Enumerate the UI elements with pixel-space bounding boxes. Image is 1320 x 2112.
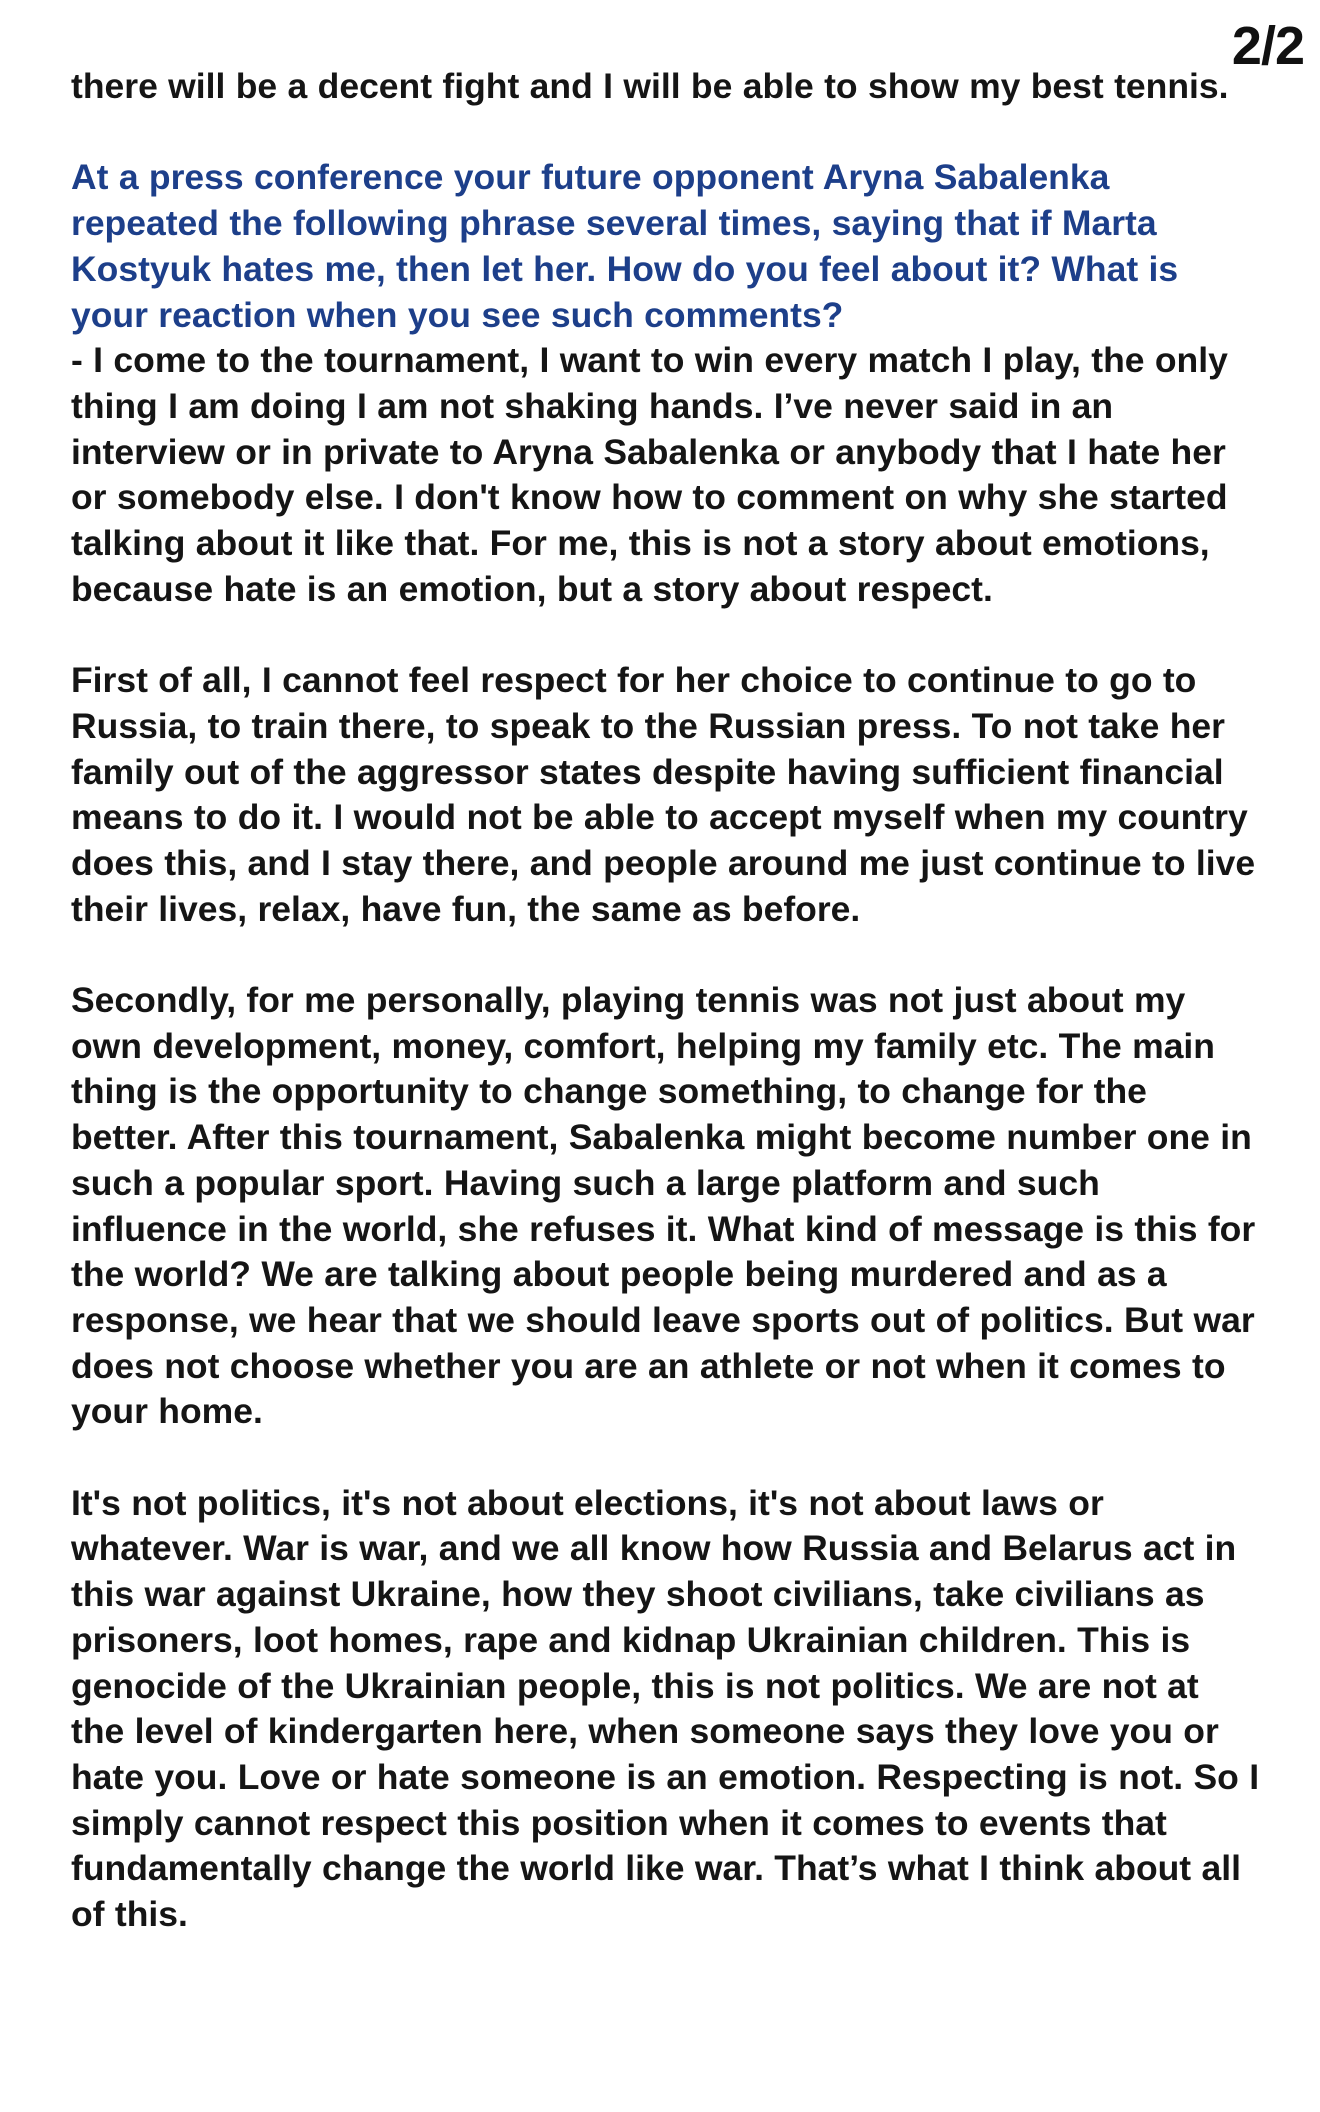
intro-tail-paragraph: there will be a decent fight and I will be able to show my best tennis.: [71, 66, 1229, 106]
answer-paragraph-1: - I come to the tournament, I want to win every match I play, the only thing I am doing I am not shaking hands. I’ve never said in an interview or in private to Aryna Sabalenka or anybody that I hate her or somebody else. I don't know how to comment on why she started talking about it like that. For me, this is not a story about emotions, because hate is an emotion, but a story about respect.: [71, 340, 1228, 609]
page-number: 2/2: [1231, 16, 1304, 76]
answer-paragraph-3: Secondly, for me personally, playing tennis was not just about my own development, money, comfort, helping my family etc. The main thing is the opportunity to change something, to change for the better. After this tournament, Sabalenka might become number one in such a popular sport. Having such a large platform and such influence in the world, she refuses it. What kind of message is this for the world? We are talking about people being murdered and as a response, we hear that we should leave sports out of politics. But war does not choose whether you are an athlete or not when it comes to your home.: [71, 980, 1256, 1432]
answer-paragraph-4: It's not politics, it's not about elections, it's not about laws or whatever. War is war, and we all know how Russia and Belarus act in this war against Ukraine, how they shoot civilians, take civilians as prisoners, loot homes, rape and kidnap Ukrainian children. This is genocide of the Ukrainian people, this is not politics. We are not at the level of kindergarten here, when someone says they love you or hate you. Love or hate someone is an emotion. Respecting is not. So I simply cannot respect this position when it comes to events that fundamentally change the world like war. That’s what I think about all of this.: [71, 1482, 1260, 1935]
interview-question: At a press conference your future opponent Aryna Sabalenka repeated the following phrase several times, saying that if Marta Kostyuk hates me, then let her. How do you feel about it? What is your reaction when you see such comments?: [71, 157, 1179, 335]
answer-paragraph-2: First of all, I cannot feel respect for her choice to continue to go to Russia, to train there, to speak to the Russian press. To not take her family out of the aggressor states despite having sufficient financial means to do it. I would not be able to accept myself when my country does this, and I stay there, and people around me just continue to live their lives, relax, have fun, the same as before.: [71, 660, 1256, 929]
